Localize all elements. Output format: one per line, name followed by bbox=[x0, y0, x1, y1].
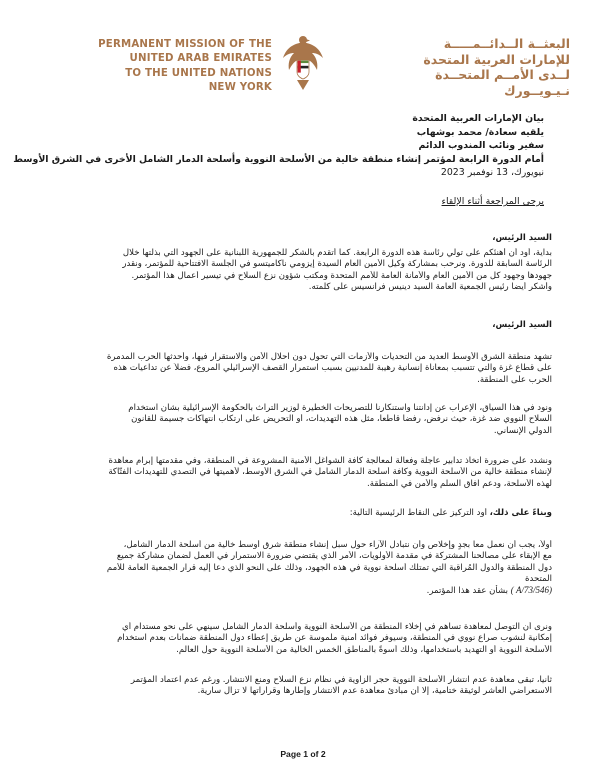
paragraph-line: السلاح النووي ضد غزة، حيث نرفض، رفضاً قاطعاً، مثل هذه التهديدات، أو التحريض على ارتكاب انتهاكات جسيمة للقانون bbox=[131, 414, 552, 425]
paragraph-line: جهودها وجهود كل من الأمين العام والأمانة العامة للأمم المتحدة ومكتب شؤون نزع السلاح في تيسير أعمال هذا المؤتمر. bbox=[131, 270, 552, 281]
paragraph bbox=[54, 352, 552, 386]
letterhead-english-line: NEW YORK bbox=[208, 82, 272, 94]
letterhead-english-line: PERMANENT MISSION OF THE bbox=[98, 39, 272, 50]
paragraph-line: الحرب على المنطقة. bbox=[477, 374, 552, 385]
letterhead-arabic bbox=[340, 36, 570, 98]
letterhead-english bbox=[42, 38, 272, 96]
paragraph bbox=[54, 508, 552, 519]
salutation bbox=[54, 233, 552, 244]
paragraph bbox=[54, 540, 552, 597]
paragraph-line bbox=[54, 508, 552, 519]
paragraph-line: المتحدة bbox=[525, 573, 552, 584]
paragraph bbox=[54, 622, 552, 656]
paragraph bbox=[54, 403, 552, 437]
letterhead-arabic-line: للإمارات العربية المتحدة bbox=[423, 51, 570, 67]
paragraph bbox=[54, 248, 552, 293]
paragraph-line: ونشدد على ضرورة اتخاذ تدابير عاجلة وفعالة لمعالجة كافة الشواغل الأمنية المشروعة في المنطقة، وفي مقدمتها إبرام معاهدة bbox=[108, 456, 552, 466]
salutation bbox=[54, 320, 552, 331]
page-number: Page 1 of 2 bbox=[280, 749, 326, 759]
paragraph-text: أود التركيز على النقاط الرئيسية التالية: bbox=[349, 508, 490, 518]
check-against-delivery-note: يرجى المراجعة أثناء الإلقاء bbox=[441, 196, 544, 207]
paragraph-line: لإنشاء منطقة خالية من الأسلحة النووية وكافة أسلحة الدمار الشامل في الشرق الأوسط، لأهميتها في التصدي للتهديدات الفتّاكة bbox=[108, 467, 552, 478]
paragraph-line bbox=[54, 585, 552, 597]
paragraph-line: ونرى أن التوصل لمعاهدة تساهم في إخلاء المنطقة من الأسلحة النووية وأسلحة الدمار الشامل سينهي على نحو مستدام أي bbox=[122, 622, 552, 632]
paragraph-line: إمكانية لنشوب صراع نووي في المنطقة، وسيوفر فوائد أمنية ملموسة عن طريق إعطاء دول المنطقة ضمانات بعدم استخدام bbox=[117, 633, 552, 644]
uae-falcon-emblem-icon bbox=[281, 32, 325, 92]
letterhead-arabic-line: البعثــة الــدائــمـــــة bbox=[443, 36, 570, 51]
salutation-text: السيد الرئيس، bbox=[492, 233, 552, 243]
speaker-line: يلقيه سعادة/ محمد بوشهاب bbox=[416, 126, 544, 138]
document-reference: (A/73/546 ) bbox=[510, 585, 552, 596]
paragraph-line: الرئاسة السابقة للدورة. ونرحب بمشاركة وكيل الأمين العام السيدة إيزومي ناكاميتسو في الجلسة الافتتاحية للمؤتمر، ونقدر bbox=[122, 259, 552, 270]
paragraph-line: الاستعراضي العاشر لوثيقة ختامية، إلا أن مبادئ معاهدة عدم الانتشار وإطارها وقراراتها لا تزال سارية. bbox=[197, 686, 552, 697]
paragraph-line: ثانياً، تبقى معاهدة عدم انتشار الأسلحة النووية حجر الزاوية في نظام نزع السلاح ومنع الانتشار. ورغم عدم اعتماد المؤتمر bbox=[130, 675, 552, 685]
letterhead-english-line: TO THE UNITED NATIONS bbox=[125, 67, 272, 79]
speaker-role-line: سفير ونائب المندوب الدائم bbox=[418, 140, 544, 152]
paragraph-line: مع الإبقاء على مصالحنا المشتركة في مقدمة الأولويات، الأمر الذي يقتضي ضرورة الاستمرار في العمل لضمان مشاركة جميع bbox=[116, 551, 552, 562]
paragraph bbox=[54, 456, 552, 490]
date-line: نيويورك، 13 نوفمبر 2023 bbox=[440, 167, 544, 179]
paragraph-line: لهذه الأسلحة، ودعم آفاق السلم والأمن في المنطقة. bbox=[367, 478, 552, 489]
conference-line: أمام الدورة الرابعة لمؤتمر إنشاء منطقة خالية من الأسلحة النووية وأسلحة الدمار الشامل الأخرى في الشرق الأوسط bbox=[13, 153, 544, 165]
paragraph-line: تشهد منطقة الشرق الأوسط العديد من التحديات والأزمات التي تحول دون احلال الأمن والاستقرار فيها، وأحدثها الحرب المدمرة bbox=[106, 352, 552, 362]
letterhead-english-line: UNITED ARAB EMIRATES bbox=[129, 53, 272, 65]
paragraph-line: ونود في هذا السياق، الإعراب عن إدانتنا واستنكارنا للتصريحات الخطيرة لوزير التراث بالحكومة الإسرائيلية بشأن استخدام bbox=[128, 403, 552, 413]
title-line: بيان الإمارات العربية المتحدة bbox=[412, 113, 544, 124]
emphasis-text: وبناءً على ذلك، bbox=[489, 508, 552, 518]
letterhead-arabic-line: لــدى الأمــم المتحــدة bbox=[435, 67, 570, 82]
paragraph-line: وأشكر أيضاً رئيس الجمعية العامة السيد دينيس فرانسيس على كلمته. bbox=[308, 281, 552, 292]
statement-title bbox=[13, 112, 544, 180]
paragraph bbox=[54, 675, 552, 698]
paragraph-text: بشأن عقد هذا المؤتمر. bbox=[426, 586, 511, 597]
letterhead-arabic-line: نـيـويــورك bbox=[504, 82, 570, 98]
salutation-text: السيد الرئيس، bbox=[492, 320, 552, 330]
paragraph-line: الدولي الإنساني. bbox=[493, 425, 552, 436]
paragraph-line: أولاً، يجب أن نعمل معاً بجدٍ وإخلاص وأن نتبادل الآراء حول سبل إنشاء منطقة شرق أوسط خالية من أسلحة الدمار الشامل، bbox=[123, 540, 552, 550]
paragraph-line: على قطاع غزة والتي تتسبب بمعاناة إنسانية رهيبة للمدنيين بسبب استمرار القصف الإسرائيلي المروع، فضلاً عن تداعيات هذه bbox=[113, 363, 552, 374]
paragraph-line: الأسلحة النووية أو التهديد باستخدامها، وذلك أسوةً بالمناطق الخمس الخالية من الأسلحة النووية حول العالم. bbox=[176, 644, 552, 655]
paragraph-line: بداية، أود أن أهنئكم على تولي رئاسة هذه الدورة الرابعة. كما أتقدم بالشكر للجمهورية اللبنانية على الجهود التي بذلتها خلال bbox=[122, 248, 552, 258]
paragraph-line: دول المنطقة والدول المُراقبة التي تمتلك أسلحة نووية في هذه الجهود، وذلك على النحو الذي دعا إليه قرار الجمعية العامة للأمم bbox=[106, 562, 552, 573]
